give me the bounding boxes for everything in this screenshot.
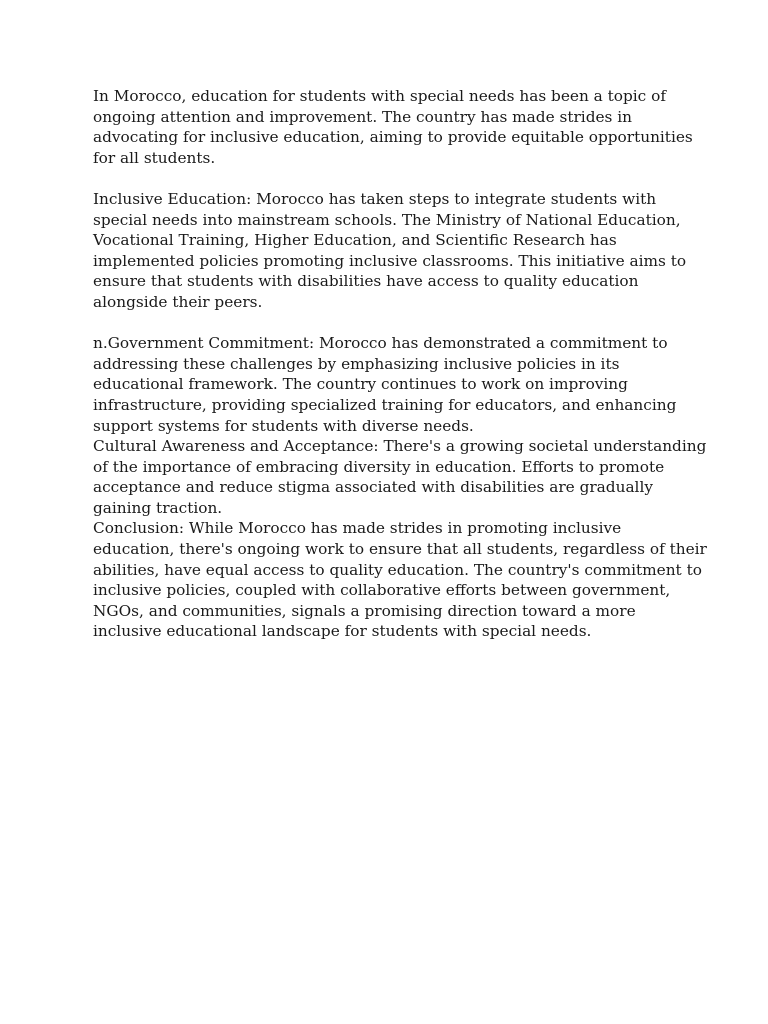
text-line: infrastructure, providing specialized training for educators, and enhancing bbox=[93, 395, 677, 414]
text-line: NGOs, and communities, signals a promising direction toward a more bbox=[93, 601, 636, 620]
text-line: Cultural Awareness and Acceptance: There's a growing societal understanding bbox=[93, 437, 707, 456]
text-line: alongside their peers. bbox=[93, 292, 263, 311]
paragraph-government-commitment bbox=[93, 333, 693, 436]
text-line: support systems for students with diverse needs. bbox=[93, 416, 474, 435]
text-line: Vocational Training, Higher Education, and Scientific Research has bbox=[93, 231, 617, 250]
text-line: educational framework. The country continues to work on improving bbox=[93, 375, 628, 394]
text-line: Conclusion: While Morocco has made strides in promoting inclusive bbox=[93, 519, 622, 538]
text-line: advocating for inclusive education, aiming to provide equitable opportunities bbox=[93, 128, 693, 147]
document-page bbox=[93, 86, 707, 642]
paragraph-cultural-awareness bbox=[93, 436, 707, 518]
text-line: abilities, have equal access to quality education. The country's commitment to bbox=[93, 560, 702, 579]
paragraph-inclusive-education bbox=[93, 189, 693, 313]
paragraph-introduction bbox=[93, 86, 693, 168]
text-line: addressing these challenges by emphasizing inclusive policies in its bbox=[93, 354, 620, 373]
text-line: inclusive policies, coupled with collaborative efforts between government, bbox=[93, 581, 671, 600]
text-line: special needs into mainstream schools. The Ministry of National Education, bbox=[93, 210, 681, 229]
paragraph-conclusion bbox=[93, 518, 707, 642]
text-line: Inclusive Education: Morocco has taken steps to integrate students with bbox=[93, 189, 657, 208]
text-line: implemented policies promoting inclusive classrooms. This initiative aims to bbox=[93, 251, 687, 270]
text-line: In Morocco, education for students with special needs has been a topic of bbox=[93, 87, 666, 105]
text-line: n.Government Commitment: Morocco has demonstrated a commitment to bbox=[93, 334, 668, 353]
text-line: acceptance and reduce stigma associated with disabilities are gradually bbox=[93, 478, 653, 497]
text-line: education, there's ongoing work to ensure that all students, regardless of their bbox=[93, 540, 707, 559]
text-line: of the importance of embracing diversity in education. Efforts to promote bbox=[93, 457, 665, 476]
text-line: ensure that students with disabilities have access to quality education bbox=[93, 272, 639, 291]
text-line: inclusive educational landscape for students with special needs. bbox=[93, 622, 592, 641]
text-line: for all students. bbox=[93, 148, 216, 167]
text-line: gaining traction. bbox=[93, 498, 223, 517]
text-line: ongoing attention and improvement. The country has made strides in bbox=[93, 107, 632, 126]
